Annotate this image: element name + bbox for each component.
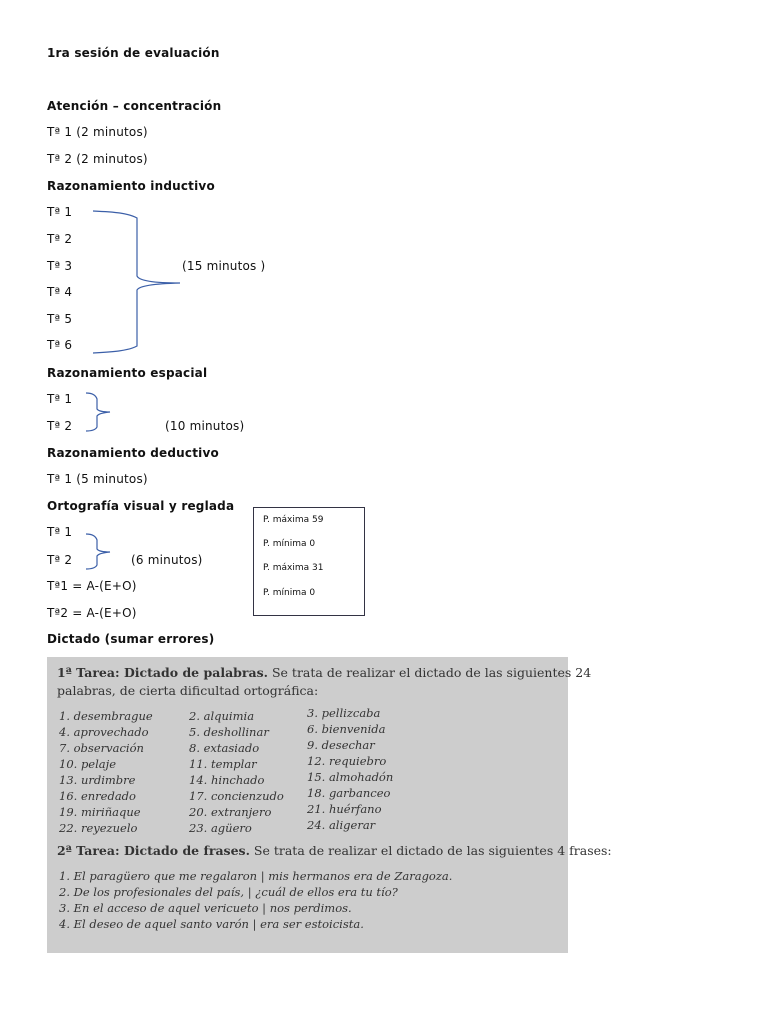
formula-2: Tª2 = A-(E+O)	[47, 606, 137, 620]
word-10: 10. pelaje	[59, 757, 117, 771]
word-22: 22. reyezuelo	[59, 821, 138, 835]
section-heading-ortografia: Ortografía visual y reglada	[47, 499, 235, 513]
task1-line	[57, 665, 591, 680]
phrase-2: 2. De los profesionales del país, | ¿cuál de ellos era tu tío?	[59, 885, 398, 899]
item-deductivo-1: Tª 1 (5 minutos)	[47, 472, 148, 486]
item-ortografia-2: Tª 2	[47, 553, 73, 567]
item-inductivo-5: Tª 5	[47, 312, 73, 326]
item-ortografia-1: Tª 1	[47, 525, 73, 539]
word-14: 14. hinchado	[189, 773, 265, 787]
word-17: 17. concienzudo	[189, 789, 284, 803]
item-espacial-1: Tª 1	[47, 392, 73, 406]
word-3: 3. pellizcaba	[307, 706, 381, 720]
item-inductivo-4: Tª 4	[47, 285, 73, 299]
word-1: 1. desembrague	[59, 709, 153, 723]
task2-line	[57, 843, 612, 858]
section-heading-inductivo: Razonamiento inductivo	[47, 179, 215, 193]
word-6: 6. bienvenida	[307, 722, 386, 736]
task1-text-a: Se trata de realizar el dictado de las siguientes 24	[271, 665, 592, 680]
word-2: 2. alquimia	[189, 709, 255, 723]
word-21: 21. huérfano	[307, 802, 382, 816]
score-min-2: P. mínima 0	[263, 588, 316, 598]
word-7: 7. observación	[59, 741, 144, 755]
word-16: 16. enredado	[59, 789, 136, 803]
bracket-espacial	[86, 393, 110, 431]
item-espacial-2: Tª 2	[47, 419, 73, 433]
word-11: 11. templar	[189, 757, 257, 771]
score-max-2: P. máxima 31	[263, 563, 324, 573]
word-8: 8. extasiado	[189, 741, 260, 755]
word-24: 24. aligerar	[307, 818, 376, 832]
word-4: 4. aprovechado	[59, 725, 149, 739]
task2-label: 2ª Tarea: Dictado de frases.	[57, 843, 250, 858]
item-inductivo-2: Tª 2	[47, 232, 73, 246]
section-heading-espacial: Razonamiento espacial	[47, 366, 208, 380]
item-atencion-1: Tª 1 (2 minutos)	[47, 125, 148, 139]
section-heading-dictado: Dictado (sumar errores)	[47, 632, 215, 646]
time-espacial: (10 minutos)	[165, 419, 245, 433]
task1-text-b: palabras, de cierta dificultad ortográfica:	[57, 683, 319, 698]
score-box	[253, 507, 365, 616]
word-15: 15. almohadón	[307, 770, 394, 784]
bracket-inductivo	[93, 211, 180, 353]
word-19: 19. miriñaque	[59, 805, 141, 819]
formula-1: Tª1 = A-(E+O)	[47, 579, 137, 593]
word-5: 5. deshollinar	[189, 725, 269, 739]
time-inductivo: (15 minutos )	[182, 259, 266, 273]
score-max-1: P. máxima 59	[263, 515, 324, 525]
time-ortografia: (6 minutos)	[131, 553, 203, 567]
section-heading-deductivo: Razonamiento deductivo	[47, 446, 219, 460]
phrase-1: 1. El paragüero que me regalaron | mis hermanos era de Zaragoza.	[59, 869, 453, 883]
page-title: 1ra sesión de evaluación	[47, 46, 220, 60]
word-9: 9. desechar	[307, 738, 375, 752]
word-20: 20. extranjero	[189, 805, 272, 819]
item-inductivo-3: Tª 3	[47, 259, 73, 273]
word-18: 18. garbanceo	[307, 786, 391, 800]
word-12: 12. requiebro	[307, 754, 387, 768]
section-heading-atencion: Atención – concentración	[47, 99, 222, 113]
bracket-ortografia	[86, 534, 110, 569]
task2-text: Se trata de realizar el dictado de las siguientes 4 frases:	[253, 843, 612, 858]
word-13: 13. urdimbre	[59, 773, 136, 787]
item-inductivo-1: Tª 1	[47, 205, 73, 219]
task1-label: 1ª Tarea: Dictado de palabras.	[57, 665, 268, 680]
phrase-4: 4. El deseo de aquel santo varón | era ser estoicista.	[59, 917, 364, 931]
dictation-photo	[47, 657, 612, 953]
word-23: 23. agüero	[189, 821, 252, 835]
phrase-3: 3. En el acceso de aquel vericueto | nos perdimos.	[59, 901, 352, 915]
item-atencion-2: Tª 2 (2 minutos)	[47, 152, 148, 166]
score-min-1: P. mínima 0	[263, 539, 316, 549]
item-inductivo-6: Tª 6	[47, 338, 73, 352]
